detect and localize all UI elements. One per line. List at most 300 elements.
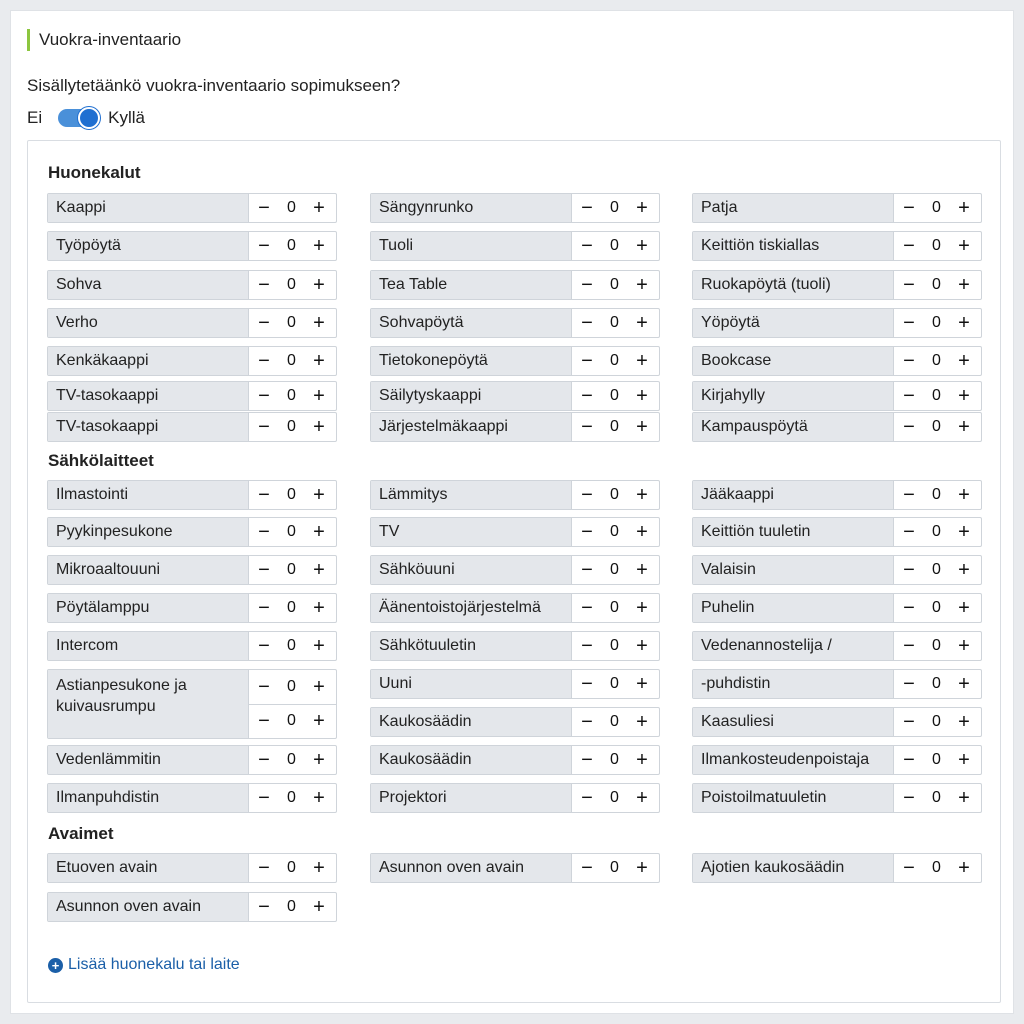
item-label: Kaappi: [48, 194, 249, 222]
quantity-stepper: [249, 556, 336, 584]
quantity-value: 0: [610, 314, 619, 331]
increment-button[interactable]: +: [958, 635, 970, 657]
quantity-value: 0: [932, 237, 941, 254]
quantity-value: 0: [287, 599, 296, 616]
increment-button[interactable]: +: [636, 521, 648, 543]
quantity-stepper: [894, 670, 981, 698]
increment-button[interactable]: +: [313, 635, 325, 657]
category-title-keys: Avaimet: [48, 824, 114, 843]
quantity-stepper: [572, 746, 659, 774]
decrement-button[interactable]: −: [581, 484, 593, 506]
quantity-value: 0: [287, 898, 296, 915]
decrement-button[interactable]: −: [258, 385, 270, 407]
decrement-button[interactable]: −: [581, 559, 593, 581]
quantity-value: 0: [932, 599, 941, 616]
quantity-value: 0: [932, 276, 941, 293]
inventory-item: [370, 669, 660, 699]
increment-button[interactable]: +: [636, 559, 648, 581]
quantity-stepper: [894, 413, 981, 441]
quantity-stepper: [249, 854, 336, 882]
quantity-value: 0: [932, 418, 941, 435]
inventory-item: [370, 480, 660, 510]
increment-button[interactable]: +: [313, 749, 325, 771]
item-label: Mikroaaltouuni: [48, 556, 249, 584]
increment-button[interactable]: +: [313, 197, 325, 219]
decrement-button[interactable]: −: [581, 235, 593, 257]
increment-button[interactable]: +: [313, 597, 325, 619]
quantity-stepper: [894, 854, 981, 882]
increment-button[interactable]: +: [958, 312, 970, 334]
section-title: Vuokra-inventaario: [27, 29, 181, 51]
inventory-item: [47, 346, 337, 376]
quantity-stepper: [572, 271, 659, 299]
quantity-stepper: [249, 271, 336, 299]
quantity-value: 0: [287, 789, 296, 806]
item-label: Jääkaappi: [693, 481, 894, 509]
increment-button[interactable]: +: [636, 235, 648, 257]
quantity-value: 0: [287, 237, 296, 254]
inventory-item: [370, 517, 660, 547]
item-label: Pöytälamppu: [48, 594, 249, 622]
decrement-button[interactable]: −: [903, 235, 915, 257]
decrement-button[interactable]: −: [258, 197, 270, 219]
quantity-stepper: [894, 518, 981, 546]
item-label: Yöpöytä: [693, 309, 894, 337]
increment-button[interactable]: +: [958, 711, 970, 733]
increment-button[interactable]: +: [636, 635, 648, 657]
increment-button[interactable]: +: [636, 711, 648, 733]
quantity-value: 0: [287, 276, 296, 293]
increment-button[interactable]: +: [313, 235, 325, 257]
inventory-item: [692, 308, 982, 338]
decrement-button[interactable]: −: [581, 350, 593, 372]
increment-button[interactable]: +: [313, 385, 325, 407]
quantity-stepper: [894, 632, 981, 660]
item-label: Järjestelmäkaappi: [371, 413, 572, 441]
inventory-item: [370, 631, 660, 661]
item-label: Kenkäkaappi: [48, 347, 249, 375]
decrement-button[interactable]: −: [258, 896, 270, 918]
quantity-value: 0: [610, 276, 619, 293]
increment-button[interactable]: +: [636, 597, 648, 619]
increment-button[interactable]: +: [958, 787, 970, 809]
quantity-stepper: [894, 271, 981, 299]
item-label: Tietokonepöytä: [371, 347, 572, 375]
inventory-item: [692, 593, 982, 623]
decrement-button[interactable]: −: [903, 385, 915, 407]
quantity-value: 0: [287, 561, 296, 578]
decrement-button[interactable]: −: [258, 787, 270, 809]
quantity-stepper: [249, 382, 336, 410]
item-label: Uuni: [371, 670, 572, 698]
quantity-value: 0: [932, 523, 941, 540]
decrement-button[interactable]: −: [903, 350, 915, 372]
increment-button[interactable]: +: [313, 350, 325, 372]
item-label: Lämmitys: [371, 481, 572, 509]
inventory-item: [47, 853, 337, 883]
quantity-stepper: [572, 413, 659, 441]
inventory-item: [370, 412, 660, 442]
item-label: -puhdistin: [693, 670, 894, 698]
quantity-value: 0: [932, 751, 941, 768]
increment-button[interactable]: +: [958, 597, 970, 619]
inventory-item: [692, 853, 982, 883]
quantity-value: 0: [610, 599, 619, 616]
increment-button[interactable]: +: [313, 484, 325, 506]
inventory-item: [692, 193, 982, 223]
quantity-stepper: [894, 708, 981, 736]
increment-button[interactable]: +: [636, 274, 648, 296]
item-label: Asunnon oven avain: [48, 893, 249, 921]
quantity-stepper: [249, 632, 336, 660]
item-label: Sängynrunko: [371, 194, 572, 222]
quantity-value: 0: [610, 859, 619, 876]
quantity-stepper: [249, 309, 336, 337]
inventory-item: [692, 631, 982, 661]
include-inventory-switch[interactable]: [58, 109, 98, 127]
quantity-stepper: [894, 382, 981, 410]
decrement-button[interactable]: −: [258, 274, 270, 296]
inventory-item: [47, 270, 337, 300]
increment-button[interactable]: +: [636, 673, 648, 695]
item-label: Kaukosäädin: [371, 746, 572, 774]
decrement-button[interactable]: −: [258, 416, 270, 438]
inventory-item: [47, 412, 337, 442]
quantity-value: 0: [287, 387, 296, 404]
increment-button[interactable]: +: [313, 857, 325, 879]
decrement-button[interactable]: −: [258, 312, 270, 334]
item-label: Säilytyskaappi: [371, 382, 572, 410]
inventory-item: [47, 593, 337, 623]
item-label: Ajotien kaukosäädin: [693, 854, 894, 882]
inventory-item: [47, 193, 337, 223]
inventory-item: [692, 346, 982, 376]
inventory-item: [370, 308, 660, 338]
increment-button[interactable]: +: [958, 274, 970, 296]
increment-button[interactable]: +: [313, 787, 325, 809]
inventory-item: [47, 231, 337, 261]
quantity-stepper: [572, 481, 659, 509]
quantity-value: 0: [610, 637, 619, 654]
inventory-item: [47, 308, 337, 338]
quantity-value: 0: [932, 637, 941, 654]
item-label: TV-tasokaappi: [48, 413, 249, 441]
inventory-item: [692, 480, 982, 510]
quantity-value: 0: [287, 523, 296, 540]
quantity-value: 0: [610, 387, 619, 404]
increment-button[interactable]: +: [636, 350, 648, 372]
increment-button[interactable]: +: [636, 312, 648, 334]
increment-button[interactable]: +: [636, 787, 648, 809]
inventory-item: [47, 480, 337, 510]
inventory-item: [692, 669, 982, 699]
quantity-stepper: [894, 556, 981, 584]
increment-button[interactable]: +: [313, 675, 325, 698]
quantity-value: 0: [610, 675, 619, 692]
decrement-button[interactable]: −: [258, 559, 270, 581]
quantity-value: 0: [610, 199, 619, 216]
quantity-stepper: [572, 347, 659, 375]
decrement-button[interactable]: −: [258, 857, 270, 879]
inventory-item: [47, 745, 337, 775]
decrement-button[interactable]: −: [903, 749, 915, 771]
decrement-button[interactable]: −: [258, 521, 270, 543]
inventory-item: [47, 783, 337, 813]
decrement-button[interactable]: −: [581, 312, 593, 334]
item-label: Projektori: [371, 784, 572, 812]
item-label: Vedenannostelija /: [693, 632, 894, 660]
inventory-item: [692, 412, 982, 442]
quantity-stepper: [249, 784, 336, 812]
quantity-value: 0: [287, 677, 296, 695]
inventory-item: [370, 555, 660, 585]
quantity-value: 0: [287, 751, 296, 768]
quantity-stepper: [572, 594, 659, 622]
quantity-value: 0: [287, 486, 296, 503]
quantity-stepper: [572, 518, 659, 546]
inventory-item: [370, 783, 660, 813]
quantity-value: 0: [610, 418, 619, 435]
decrement-button[interactable]: −: [903, 312, 915, 334]
add-item-link[interactable]: [48, 956, 240, 974]
increment-button[interactable]: +: [958, 385, 970, 407]
increment-button[interactable]: +: [958, 197, 970, 219]
decrement-button[interactable]: −: [258, 675, 270, 698]
quantity-value: 0: [610, 237, 619, 254]
rental-inventory-card: [10, 10, 1014, 1014]
inventory-item: [370, 231, 660, 261]
decrement-button[interactable]: −: [903, 416, 915, 438]
quantity-value: 0: [932, 561, 941, 578]
decrement-button[interactable]: −: [258, 350, 270, 372]
item-label: Asunnon oven avain: [371, 854, 572, 882]
quantity-stepper: [572, 556, 659, 584]
include-inventory-question: Sisällytetäänkö vuokra-inventaario sopimukseen?: [27, 76, 401, 95]
quantity-stepper: [894, 347, 981, 375]
inventory-item: [692, 555, 982, 585]
quantity-value: 0: [287, 199, 296, 216]
item-label: Äänentoistojärjestelmä: [371, 594, 572, 622]
quantity-value: 0: [287, 712, 296, 730]
item-label: Etuoven avain: [48, 854, 249, 882]
increment-button[interactable]: +: [636, 385, 648, 407]
toggle-off-label: Ei: [27, 108, 43, 127]
increment-button[interactable]: +: [958, 350, 970, 372]
item-label: Työpöytä: [48, 232, 249, 260]
quantity-stepper: [249, 347, 336, 375]
item-label: TV-tasokaappi: [48, 382, 249, 410]
increment-button[interactable]: +: [313, 896, 325, 918]
quantity-value: 0: [932, 789, 941, 806]
item-label: Intercom: [48, 632, 249, 660]
quantity-stepper: [572, 632, 659, 660]
inventory-item: [692, 270, 982, 300]
increment-button[interactable]: +: [958, 484, 970, 506]
decrement-button[interactable]: −: [258, 749, 270, 771]
inventory-item: [692, 745, 982, 775]
item-label: Astianpesukone ja kuivausrumpu: [48, 670, 249, 738]
inventory-panel: [27, 140, 1001, 1003]
quantity-value: 0: [287, 314, 296, 331]
decrement-button[interactable]: −: [581, 711, 593, 733]
quantity-stepper: [249, 194, 336, 222]
category-title-appliances: Sähkölaitteet: [48, 451, 154, 470]
inventory-item: [47, 381, 337, 411]
decrement-button[interactable]: −: [258, 484, 270, 506]
increment-button[interactable]: +: [958, 857, 970, 879]
quantity-stepper: [894, 784, 981, 812]
quantity-stepper: [572, 708, 659, 736]
decrement-button[interactable]: −: [903, 484, 915, 506]
item-label: Valaisin: [693, 556, 894, 584]
quantity-stepper: [894, 194, 981, 222]
quantity-stepper: [249, 413, 336, 441]
quantity-stepper: [572, 382, 659, 410]
increment-button[interactable]: +: [958, 235, 970, 257]
decrement-button[interactable]: −: [903, 197, 915, 219]
decrement-button[interactable]: −: [258, 235, 270, 257]
decrement-button[interactable]: −: [903, 787, 915, 809]
increment-button[interactable]: +: [636, 197, 648, 219]
quantity-value: 0: [610, 523, 619, 540]
quantity-value: 0: [610, 561, 619, 578]
quantity-stepper: [894, 594, 981, 622]
decrement-button[interactable]: −: [581, 197, 593, 219]
decrement-button[interactable]: −: [903, 857, 915, 879]
decrement-button[interactable]: −: [258, 710, 270, 733]
item-label: Kaasuliesi: [693, 708, 894, 736]
inventory-item: [47, 892, 337, 922]
decrement-button[interactable]: −: [903, 673, 915, 695]
item-label: Pyykinpesukone: [48, 518, 249, 546]
decrement-button[interactable]: −: [581, 416, 593, 438]
increment-button[interactable]: +: [313, 312, 325, 334]
item-label: Ilmankosteudenpoistaja: [693, 746, 894, 774]
increment-button[interactable]: +: [313, 559, 325, 581]
quantity-value: 0: [932, 199, 941, 216]
increment-button[interactable]: +: [958, 521, 970, 543]
quantity-value: 0: [610, 486, 619, 503]
inventory-item: [692, 517, 982, 547]
inventory-item: [370, 707, 660, 737]
quantity-value: 0: [287, 859, 296, 876]
increment-button[interactable]: +: [313, 710, 325, 733]
item-label: Sähköuuni: [371, 556, 572, 584]
quantity-value: 0: [287, 637, 296, 654]
decrement-button[interactable]: −: [903, 274, 915, 296]
inventory-item: [370, 346, 660, 376]
inventory-item: [370, 745, 660, 775]
quantity-value: 0: [610, 352, 619, 369]
decrement-button[interactable]: −: [581, 673, 593, 695]
increment-button[interactable]: +: [636, 749, 648, 771]
increment-button[interactable]: +: [636, 416, 648, 438]
quantity-stepper: [249, 746, 336, 774]
increment-button[interactable]: +: [958, 559, 970, 581]
decrement-button[interactable]: −: [581, 385, 593, 407]
quantity-stepper: [249, 232, 336, 260]
decrement-button[interactable]: −: [581, 274, 593, 296]
inventory-item: [692, 381, 982, 411]
decrement-button[interactable]: −: [581, 521, 593, 543]
quantity-stepper: [572, 309, 659, 337]
decrement-button[interactable]: −: [903, 559, 915, 581]
quantity-value: 0: [932, 713, 941, 730]
item-label: Tea Table: [371, 271, 572, 299]
include-inventory-toggle-row: [27, 107, 145, 129]
item-label: Keittiön tuuletin: [693, 518, 894, 546]
increment-button[interactable]: +: [958, 416, 970, 438]
decrement-button[interactable]: −: [581, 857, 593, 879]
item-label: Sohvapöytä: [371, 309, 572, 337]
inventory-item: [692, 707, 982, 737]
decrement-button[interactable]: −: [581, 635, 593, 657]
inventory-item: [692, 783, 982, 813]
item-label: Ruokapöytä (tuoli): [693, 271, 894, 299]
decrement-button[interactable]: −: [581, 787, 593, 809]
item-label: Bookcase: [693, 347, 894, 375]
quantity-value: 0: [932, 387, 941, 404]
decrement-button[interactable]: −: [258, 597, 270, 619]
inventory-item: [47, 517, 337, 547]
decrement-button[interactable]: −: [903, 521, 915, 543]
item-label: Verho: [48, 309, 249, 337]
inventory-item: [370, 593, 660, 623]
quantity-stepper: [249, 670, 336, 704]
quantity-stepper: [249, 704, 336, 739]
item-label: Ilmanpuhdistin: [48, 784, 249, 812]
quantity-stepper: [572, 194, 659, 222]
item-label: Poistoilmatuuletin: [693, 784, 894, 812]
inventory-item: [692, 231, 982, 261]
increment-button[interactable]: +: [636, 857, 648, 879]
increment-button[interactable]: +: [958, 749, 970, 771]
toggle-on-label: Kyllä: [108, 108, 145, 127]
quantity-value: 0: [932, 314, 941, 331]
decrement-button[interactable]: −: [581, 597, 593, 619]
quantity-stepper: [249, 893, 336, 921]
decrement-button[interactable]: −: [581, 749, 593, 771]
quantity-stepper: [249, 518, 336, 546]
inventory-item: [370, 381, 660, 411]
quantity-value: 0: [932, 486, 941, 503]
item-label: Ilmastointi: [48, 481, 249, 509]
quantity-stepper: [894, 309, 981, 337]
item-label: Kampauspöytä: [693, 413, 894, 441]
item-label: Sähkötuuletin: [371, 632, 572, 660]
item-label: Keittiön tiskiallas: [693, 232, 894, 260]
quantity-stepper: [894, 481, 981, 509]
inventory-item: [47, 669, 337, 739]
increment-button[interactable]: +: [958, 673, 970, 695]
increment-button[interactable]: +: [636, 484, 648, 506]
decrement-button[interactable]: −: [258, 635, 270, 657]
quantity-value: 0: [610, 789, 619, 806]
item-label: Kirjahylly: [693, 382, 894, 410]
item-label: Kaukosäädin: [371, 708, 572, 736]
quantity-stepper: [572, 232, 659, 260]
decrement-button[interactable]: −: [903, 597, 915, 619]
quantity-value: 0: [932, 675, 941, 692]
decrement-button[interactable]: −: [903, 711, 915, 733]
decrement-button[interactable]: −: [903, 635, 915, 657]
quantity-stepper: [572, 670, 659, 698]
quantity-stepper: [894, 232, 981, 260]
quantity-value: 0: [932, 352, 941, 369]
increment-button[interactable]: +: [313, 274, 325, 296]
increment-button[interactable]: +: [313, 416, 325, 438]
increment-button[interactable]: +: [313, 521, 325, 543]
